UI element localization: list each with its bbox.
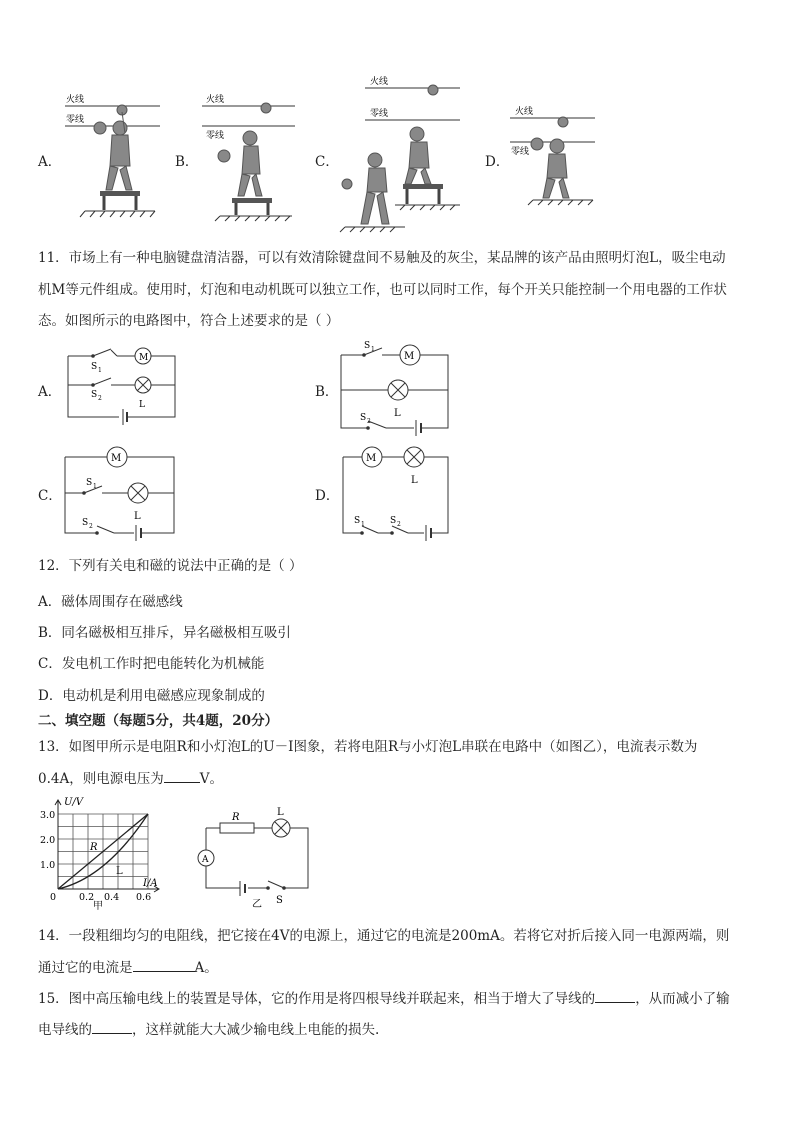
- q11-option-a-label: A．: [38, 384, 62, 400]
- q10-option-a-label: A．: [38, 154, 62, 170]
- q10-option-b-label: B．: [175, 154, 199, 170]
- q10-b-neutral-label: 零线: [206, 131, 225, 141]
- q11-d-s2-sub: 2: [397, 521, 401, 528]
- q12-choice-c: C．发电机工作时把电能转化为机械能: [38, 656, 265, 672]
- q11-d-s1: S: [354, 516, 361, 526]
- q11-a-s1-sub: 1: [98, 367, 102, 374]
- q11-circuit-d: [340, 443, 453, 538]
- q11-circuit-a: [65, 345, 180, 425]
- q12-choice-a: A．磁体周围存在磁感线: [38, 594, 183, 610]
- q10-c-neutral-label: 零线: [370, 109, 389, 119]
- q13-graph-xtick-02: 0.2: [79, 892, 95, 903]
- q13-graph-curve-l: L: [116, 866, 123, 877]
- q11-c-s1: S: [86, 478, 93, 488]
- q13-graph-origin: 0: [50, 892, 57, 903]
- q13-circuit-lamp: L: [277, 807, 284, 818]
- q10-d-neutral-label: 零线: [511, 147, 530, 157]
- q15-stem-line1: [38, 988, 730, 1009]
- q11-a-s2-sub: 2: [98, 395, 102, 402]
- q13-circuit-ammeter: A: [202, 855, 209, 865]
- q11-c-motor: M: [111, 453, 122, 464]
- q11-a-s2: S: [91, 390, 98, 400]
- q11-c-s2-sub: 2: [89, 523, 93, 530]
- q13-graph-caption: 甲: [93, 901, 103, 912]
- q11-a-lamp: L: [139, 400, 145, 410]
- q13-graph-xtick-06: 0.6: [136, 892, 152, 903]
- q11-option-b-label: B．: [315, 384, 339, 400]
- q10-figure-a: [60, 88, 165, 223]
- q13-graph-x-label: I/A: [143, 878, 158, 889]
- q13-circuit-caption: 乙: [252, 899, 262, 910]
- q14-stem-line2: [38, 957, 218, 978]
- q15-answer-blank-2[interactable]: [92, 1019, 132, 1034]
- q13-stem-text-b: V。: [199, 771, 223, 787]
- q11-d-lamp: L: [411, 475, 418, 486]
- q11-c-s1-sub: 1: [93, 483, 97, 490]
- q13-circuit: [192, 806, 317, 910]
- q12-choice-b: B．同名磁极相互排斥，异名磁极相互吸引: [38, 625, 291, 641]
- q11-option-c-label: C．: [38, 488, 62, 504]
- q12-choice-d: D．电动机是利用电磁感应现象制成的: [38, 688, 265, 704]
- q14-stem-line1: 14．一段粗细均匀的电阻线，把它接在4V的电源上，通过它的电流是200mA。若将它对折后接入同一电源两端，则: [38, 928, 730, 944]
- q11-d-s1-sub: 1: [361, 521, 365, 528]
- section-2-heading: 二、填空题（每题5分，共4题，20分）: [38, 713, 279, 729]
- q15-answer-blank-1[interactable]: [595, 988, 635, 1003]
- q10-a-live-label: 火线: [66, 95, 85, 105]
- q14-stem-text-b: A。: [194, 960, 218, 976]
- q13-circuit-switch: S: [276, 895, 283, 906]
- q10-c-live-label: 火线: [370, 77, 389, 87]
- q13-stem-line1: 13．如图甲所示是电阻R和小灯泡L的U－I图象，若将电阻R与小灯泡L串联在电路中（如图乙），电流表示数为: [38, 739, 698, 755]
- q10-figure-c: [335, 72, 465, 232]
- q15-stem-text-c: 电导线的: [38, 1022, 92, 1038]
- q11-b-lamp: L: [394, 408, 401, 419]
- q13-graph-y-label: U/V: [64, 797, 84, 808]
- q10-d-live-label: 火线: [515, 107, 534, 117]
- q10-figure-d: [505, 100, 600, 215]
- q11-stem-line1: 11．市场上有一种电脑键盘清洁器，可以有效清除键盘间不易触及的灰尘，某品牌的该产品由照明灯泡L，吸尘电动: [38, 250, 726, 266]
- q10-a-neutral-label: 零线: [66, 115, 85, 125]
- q13-stem-line2: [38, 768, 223, 789]
- q14-answer-blank[interactable]: [133, 957, 195, 972]
- q11-c-lamp: L: [134, 511, 141, 522]
- q15-stem-text-a: 15．图中高压输电线上的装置是导体，它的作用是将四根导线并联起来，相当于增大了导线的: [38, 991, 596, 1007]
- q11-stem-line2: 机M等元件组成。使用时，灯泡和电动机既可以独立工作，也可以同时工作，每个开关只能控制一个用电器的工作状: [38, 282, 727, 298]
- q11-stem-line3: 态。如图所示的电路图中，符合上述要求的是（ ）: [38, 313, 340, 329]
- q11-circuit-c: [62, 443, 180, 538]
- q11-d-motor: M: [366, 453, 377, 464]
- q13-circuit-resistor: R: [232, 812, 240, 823]
- q13-ui-graph: [36, 796, 166, 910]
- q11-option-d-label: D．: [315, 488, 340, 504]
- q11-c-s2: S: [82, 518, 89, 528]
- q11-d-s2: S: [390, 516, 397, 526]
- q13-graph-ytick-2: 2.0: [40, 835, 56, 846]
- q11-b-motor: M: [404, 351, 415, 362]
- q10-b-live-label: 火线: [206, 95, 225, 105]
- q15-stem-text-d: ，这样就能大大减少输电线上电能的损失.: [132, 1022, 380, 1038]
- q13-stem-text-a: 0.4A，则电源电压为: [38, 771, 164, 787]
- q13-answer-blank[interactable]: [164, 768, 200, 783]
- q10-option-d-label: D．: [485, 154, 510, 170]
- q13-graph-ytick-3: 3.0: [40, 810, 56, 821]
- q11-b-s2-sub: 2: [367, 418, 371, 425]
- q15-stem-text-b: ，从而减小了输: [635, 991, 730, 1007]
- q11-b-s1-sub: 1: [371, 346, 375, 353]
- q12-stem: 12．下列有关电和磁的说法中正确的是（ ）: [38, 558, 303, 574]
- q14-stem-text-a: 通过它的电流是: [38, 960, 133, 976]
- q13-graph-xtick-04: 0.4: [104, 892, 120, 903]
- q11-circuit-b: [338, 336, 453, 436]
- q10-option-c-label: C．: [315, 154, 339, 170]
- q11-a-s1: S: [91, 362, 98, 372]
- q11-b-s1: S: [364, 341, 371, 351]
- q10-figure-b: [200, 88, 300, 223]
- q11-a-motor: M: [139, 353, 149, 363]
- q11-b-s2: S: [360, 413, 367, 423]
- q13-graph-ytick-1: 1.0: [40, 860, 56, 871]
- q15-stem-line2: [38, 1019, 379, 1040]
- q13-graph-curve-r: R: [90, 842, 98, 853]
